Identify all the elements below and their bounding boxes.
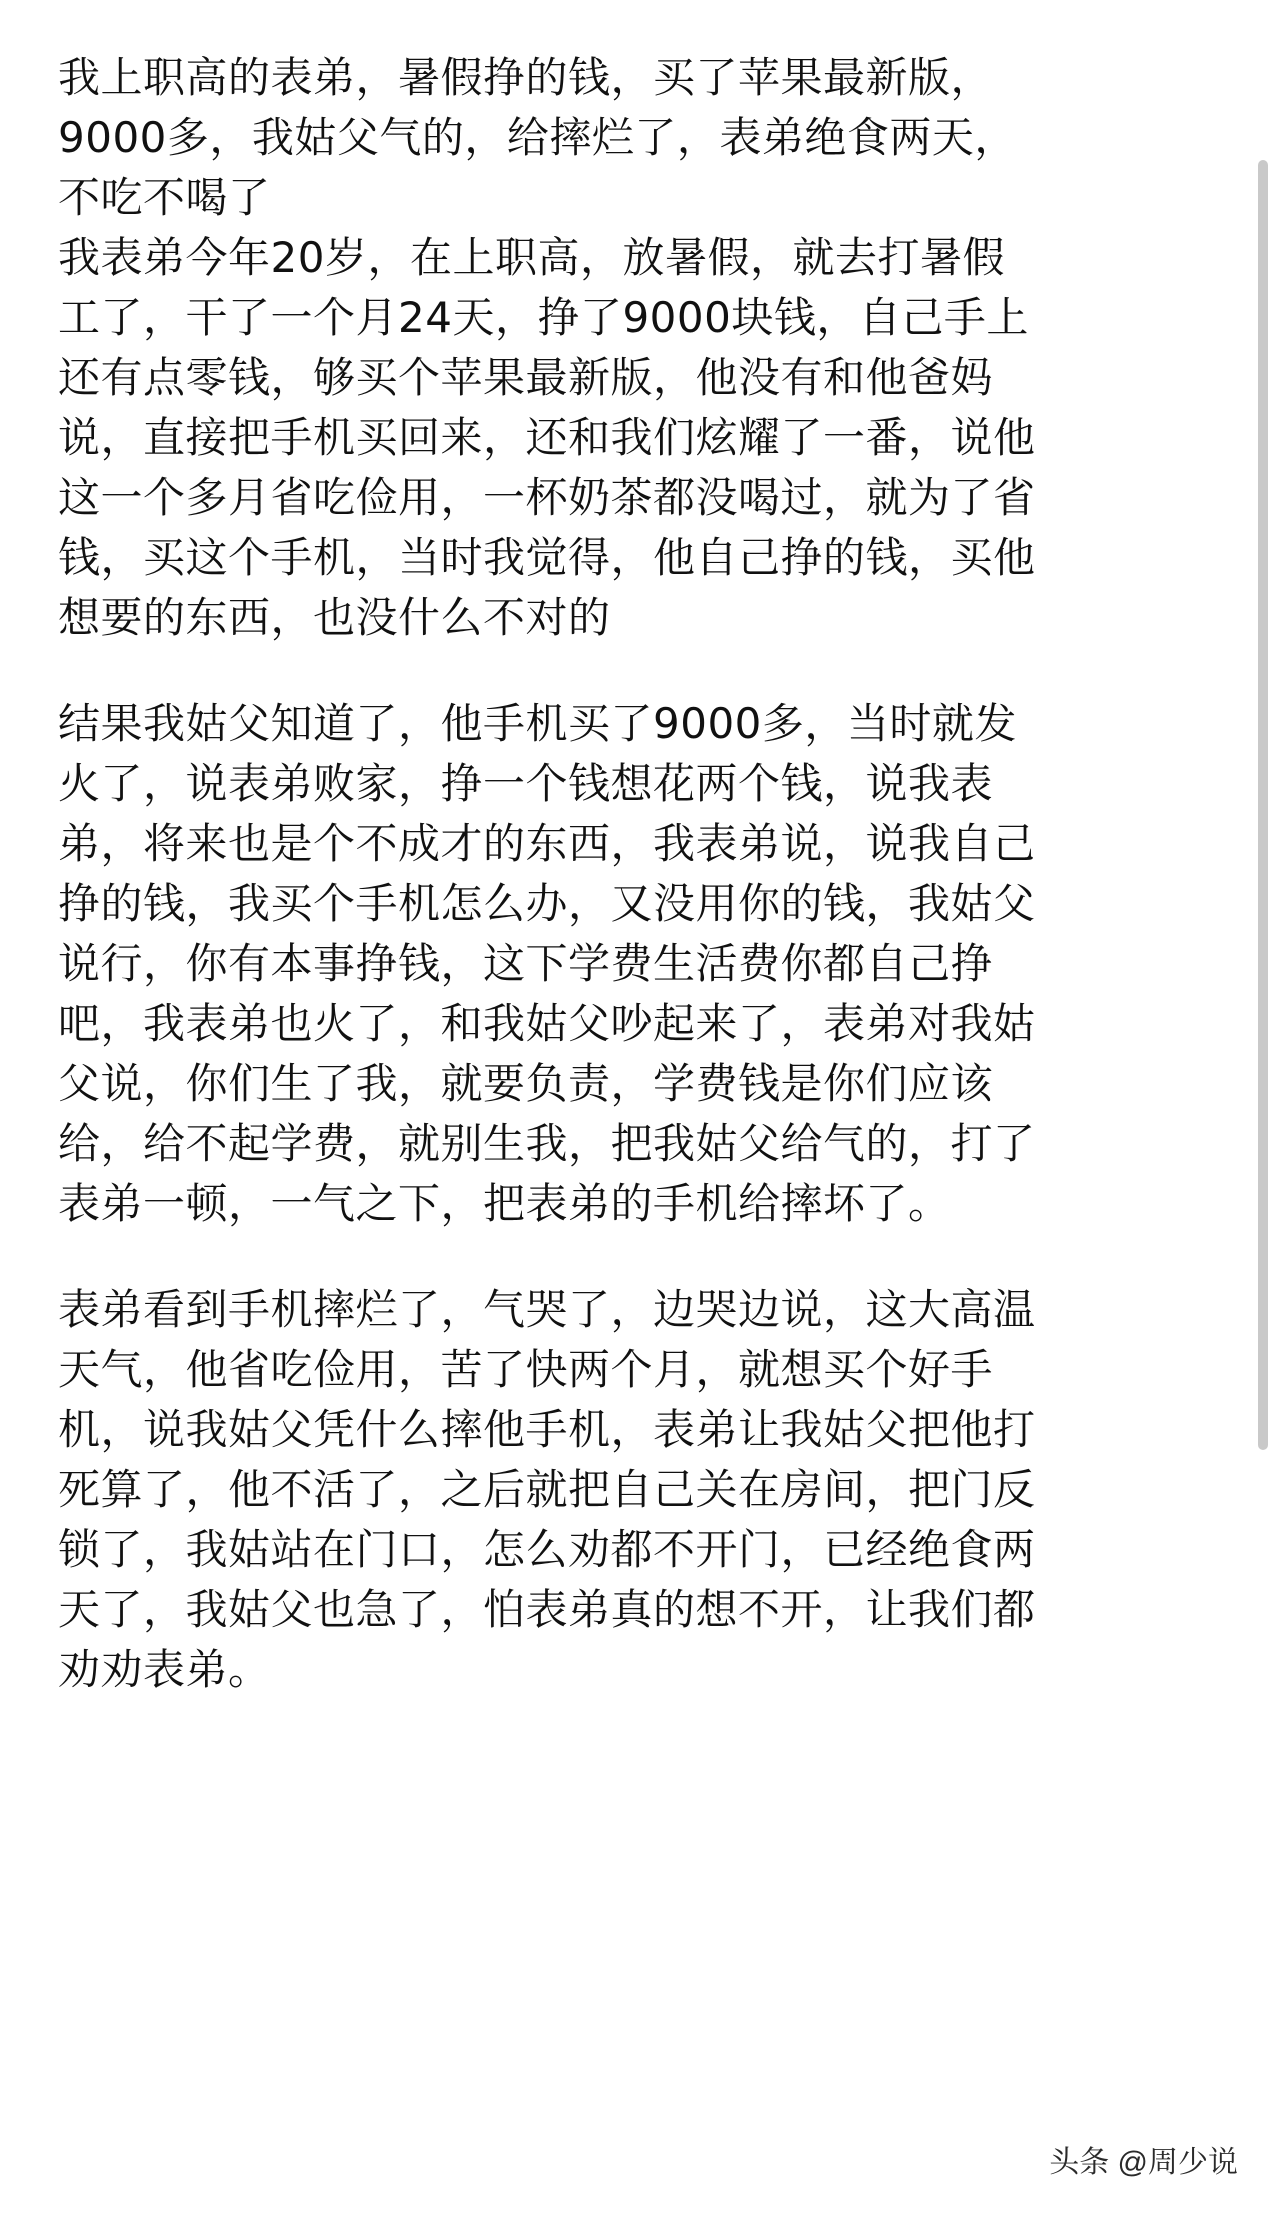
text-line: 机，说我姑父凭什么摔他手机，表弟让我姑父把他打 [58, 1405, 1036, 1454]
text-line: 表弟一顿，一气之下，把表弟的手机给摔坏了。 [58, 1179, 951, 1228]
paragraph-1 [58, 48, 1218, 648]
text-line: 死算了，他不活了，之后就把自己关在房间，把门反 [58, 1465, 1036, 1514]
paragraph-spacer [58, 1234, 1218, 1280]
text-line: 这一个多月省吃俭用，一杯奶茶都没喝过，就为了省 [58, 473, 1036, 522]
paragraph-3 [58, 1280, 1218, 1700]
text-line: 天气，他省吃俭用，苦了快两个月，就想买个好手 [58, 1345, 994, 1394]
text-line: 想要的东西，也没什么不对的 [58, 593, 611, 642]
paragraph-2 [58, 694, 1218, 1234]
text-line: 还有点零钱，够买个苹果最新版，他没有和他爸妈 [58, 353, 994, 402]
scrollbar-thumb[interactable] [1258, 160, 1268, 1450]
paragraph-spacer [58, 648, 1218, 694]
text-line: 锁了，我姑站在门口，怎么劝都不开门，已经绝食两 [58, 1525, 1036, 1574]
text-line: 火了，说表弟败家，挣一个钱想花两个钱，说我表 [58, 759, 994, 808]
text-line: 天了，我姑父也急了，怕表弟真的想不开，让我们都 [58, 1585, 1036, 1634]
text-line: 挣的钱，我买个手机怎么办，又没用你的钱，我姑父 [58, 879, 1036, 928]
text-line: 我上职高的表弟，暑假挣的钱，买了苹果最新版， [58, 53, 994, 102]
text-line: 表弟看到手机摔烂了，气哭了，边哭边说，这大高温 [58, 1285, 1036, 1334]
source-watermark: 头条 @周少说 [1049, 2146, 1238, 2179]
article-body [58, 48, 1218, 1700]
text-line: 说行，你有本事挣钱，这下学费生活费你都自己挣 [58, 939, 994, 988]
text-line: 9000多，我姑父气的，给摔烂了，表弟绝食两天， [58, 113, 1017, 162]
text-line: 吧，我表弟也火了，和我姑父吵起来了，表弟对我姑 [58, 999, 1036, 1048]
text-line: 工了，干了一个月24天，挣了9000块钱，自己手上 [58, 293, 1029, 342]
text-line: 我表弟今年20岁，在上职高，放暑假，就去打暑假 [58, 233, 1005, 282]
text-line: 结果我姑父知道了，他手机买了9000多，当时就发 [58, 699, 1017, 748]
text-line: 钱，买这个手机，当时我觉得，他自己挣的钱，买他 [58, 533, 1036, 582]
text-line: 给，给不起学费，就别生我，把我姑父给气的，打了 [58, 1119, 1036, 1168]
vertical-scrollbar[interactable] [1258, 160, 1268, 1450]
text-line: 不吃不喝了 [58, 173, 271, 222]
text-line: 劝劝表弟。 [58, 1645, 271, 1694]
text-line: 弟，将来也是个不成才的东西，我表弟说，说我自己 [58, 819, 1036, 868]
text-line: 父说，你们生了我，就要负责，学费钱是你们应该 [58, 1059, 994, 1108]
text-line: 说，直接把手机买回来，还和我们炫耀了一番，说他 [58, 413, 1036, 462]
